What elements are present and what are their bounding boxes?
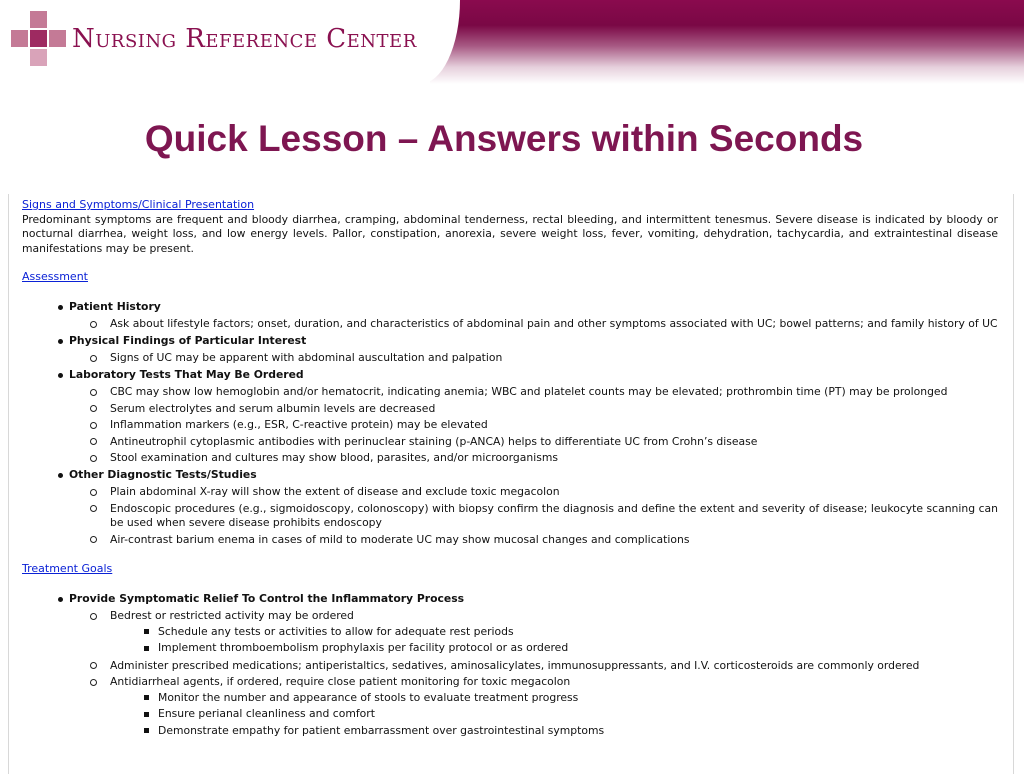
list-item-text: Endoscopic procedures (e.g., sigmoidoscopy, colonoscopy) with biopsy confirm the diagnosis and define the extent and severity of disease; leukocyte scanning can be used when severe disease prohibits endoscopy <box>110 501 998 529</box>
list-item <box>22 299 998 333</box>
assessment-group-title: Patient History <box>69 300 161 313</box>
assessment-group-title: Physical Findings of Particular Interest <box>69 334 307 347</box>
cross-logo-icon <box>9 9 69 69</box>
list-item <box>22 467 998 549</box>
square-bullet-icon <box>144 629 149 634</box>
brand-name: Nursing Reference Center <box>72 24 417 54</box>
list-item-text: Schedule any tests or activities to allow for adequate rest periods <box>158 624 514 638</box>
list-item <box>90 350 998 367</box>
circle-bullet-icon <box>90 613 97 620</box>
square-bullet-icon <box>144 712 149 717</box>
assessment-list <box>22 299 998 549</box>
list-item-text: CBC may show low hemoglobin and/or hematocrit, indicating anemia; WBC and platelet counts may be elevated; prothrombin time (PT) may be prolonged <box>110 385 948 398</box>
list-item <box>22 591 998 741</box>
list-item-text: Antineutrophil cytoplasmic antibodies with perinuclear staining (p-ANCA) helps to differentiate UC from Crohn’s disease <box>110 434 758 448</box>
signs-symptoms-link[interactable]: Signs and Symptoms/Clinical Presentation <box>22 198 255 211</box>
list-item <box>90 401 998 418</box>
list-item-text: Monitor the number and appearance of stools to evaluate treatment progress <box>158 690 579 704</box>
circle-bullet-icon <box>90 422 97 429</box>
square-bullet-icon <box>144 728 149 733</box>
square-bullet-icon <box>144 695 149 700</box>
circle-bullet-icon <box>90 455 97 462</box>
list-item <box>90 384 998 401</box>
circle-bullet-icon <box>90 489 97 496</box>
list-item <box>90 532 998 549</box>
header-banner <box>0 0 1024 84</box>
list-item <box>90 674 998 740</box>
assessment-group-title: Other Diagnostic Tests/Studies <box>69 468 257 481</box>
list-item <box>90 450 998 467</box>
list-item <box>22 367 998 467</box>
circle-bullet-icon <box>90 321 97 328</box>
circle-bullet-icon <box>90 405 97 412</box>
list-item-text: Ask about lifestyle factors; onset, duration, and characteristics of abdominal pain and other symptoms associated with UC; bowel patterns; and family history of UC <box>110 317 998 330</box>
list-item-text: Implement thromboembolism prophylaxis per facility protocol or as ordered <box>158 641 569 654</box>
signs-symptoms-text: Predominant symptoms are frequent and bloody diarrhea, cramping, abdominal tenderness, rectal bleeding, and intermittent tenesmus. Severe disease is indicated by bloody or nocturnal diarrhea, weight loss, and low energy levels. Pallor, constipation, anorexia, severe weight loss, fever, vomiting, dehydration, tachycardia, and extraintestinal disease manifestations may be present. <box>22 212 998 255</box>
list-item <box>90 608 998 658</box>
list-item <box>90 484 998 501</box>
bullet-icon <box>58 473 63 478</box>
list-item <box>90 417 998 434</box>
assessment-group-title: Laboratory Tests That May Be Ordered <box>69 368 304 381</box>
list-item-text: Stool examination and cultures may show blood, parasites, and/or microorganisms <box>110 451 558 464</box>
page-title: Quick Lesson – Answers within Seconds <box>144 118 864 159</box>
list-item <box>144 624 998 641</box>
list-item-text: Demonstrate empathy for patient embarrassment over gastrointestinal symptoms <box>158 723 605 737</box>
circle-bullet-icon <box>90 505 97 512</box>
list-item-text: Antidiarrheal agents, if ordered, require close patient monitoring for toxic megacolon <box>110 675 571 688</box>
list-item-text: Bedrest or restricted activity may be ordered <box>110 609 354 622</box>
list-item <box>22 333 998 367</box>
treatment-group-title: Provide Symptomatic Relief To Control the Inflammatory Process <box>69 592 465 605</box>
list-item <box>90 434 998 451</box>
assessment-link[interactable]: Assessment <box>22 270 88 283</box>
treatment-list <box>22 591 998 741</box>
list-item-text: Plain abdominal X-ray will show the extent of disease and exclude toxic megacolon <box>110 485 560 498</box>
bullet-icon <box>58 597 63 602</box>
circle-bullet-icon <box>90 389 97 396</box>
header-gradient-band <box>430 0 1024 84</box>
list-item-text: Serum electrolytes and serum albumin levels are decreased <box>110 401 436 415</box>
list-item <box>144 690 998 707</box>
treatment-goals-link[interactable]: Treatment Goals <box>22 562 113 575</box>
list-item <box>144 640 998 657</box>
bullet-icon <box>58 339 63 344</box>
list-item-text: Inflammation markers (e.g., ESR, C-reactive protein) may be elevated <box>110 418 488 431</box>
list-item-text: Administer prescribed medications; antiperistaltics, sedatives, aminosalicylates, immunosuppressants, and I.V. corticosteroids are commonly ordered <box>110 658 920 672</box>
bullet-icon <box>58 373 63 378</box>
square-bullet-icon <box>144 646 149 651</box>
circle-bullet-icon <box>90 536 97 543</box>
content-panel <box>8 194 1014 774</box>
list-item-text: Air-contrast barium enema in cases of mild to moderate UC may show mucosal changes and complications <box>110 532 690 546</box>
list-item <box>90 501 998 532</box>
circle-bullet-icon <box>90 662 97 669</box>
bullet-icon <box>58 305 63 310</box>
list-item <box>144 706 998 723</box>
circle-bullet-icon <box>90 679 97 686</box>
circle-bullet-icon <box>90 438 97 445</box>
lesson-content <box>22 198 998 740</box>
circle-bullet-icon <box>90 355 97 362</box>
list-item-text: Signs of UC may be apparent with abdominal auscultation and palpation <box>110 351 503 364</box>
list-item <box>90 658 998 675</box>
list-item-text: Ensure perianal cleanliness and comfort <box>158 707 375 720</box>
list-item <box>144 723 998 740</box>
list-item <box>90 316 998 333</box>
